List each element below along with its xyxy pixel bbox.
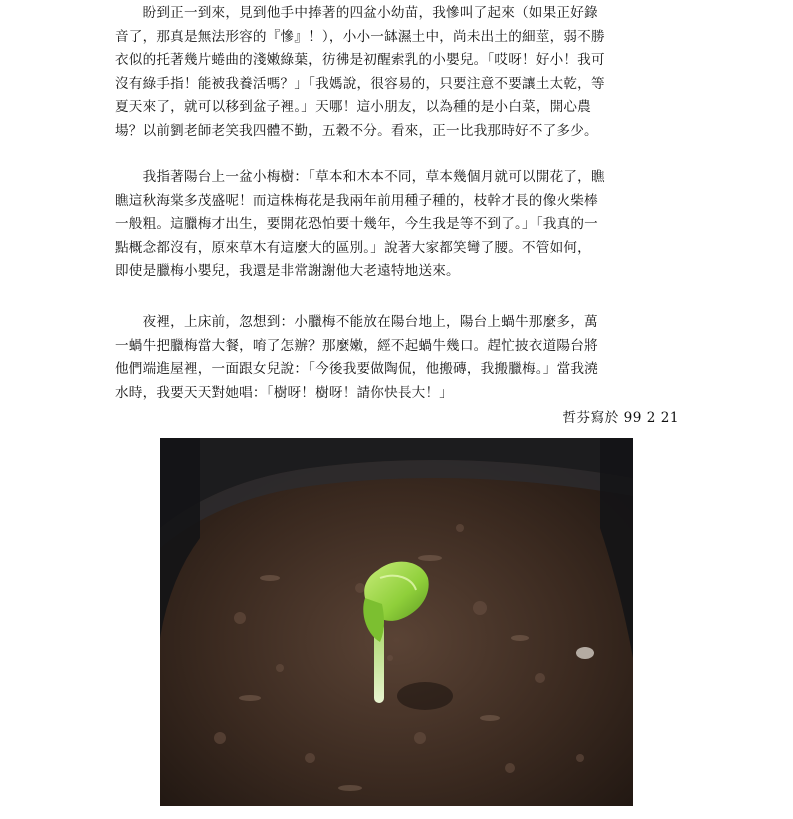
paragraph-seedlings-arrive	[115, 2, 605, 144]
text-line: 沒有綠手指！能被我養活嗎？」「我媽說，很容易的，只要注意不要讓土太乾，等	[115, 75, 605, 92]
text-line: 點概念都沒有，原來草木有這麼大的區別。」說著大家都笑彎了腰。不管如何，	[115, 239, 591, 256]
text-line: 一般粗。這臘梅才出生，要開花恐怕要十幾年，今生我是等不到了。」「我真的一	[115, 216, 598, 233]
text-line: 即使是臘梅小嬰兒，我還是非常謝謝他大老遠特地送來。	[115, 263, 460, 280]
text-line: 瞧這秋海棠多茂盛呢！而這株梅花是我兩年前用種子種的，枝幹才長的像火柴棒	[115, 192, 598, 209]
text-line: 夏天來了，就可以移到盆子裡。」天哪！這小朋友，以為種的是小白菜，開心農	[115, 99, 591, 116]
text-line: 盼到正一到來，見到他手中捧著的四盆小幼苗，我慘叫了起來（如果正好錄	[115, 5, 598, 21]
text-line: 他們端進屋裡，一面跟女兒說：「今後我要做陶侃，他搬磚，我搬臘梅。」當我澆	[115, 361, 598, 378]
text-line: 衣似的托著幾片蜷曲的淺嫩綠葉，彷彿是初醒索乳的小嬰兒。「哎呀！好小！我可	[115, 52, 605, 69]
paragraph-night-snails	[115, 311, 598, 405]
seedling-photo	[160, 438, 633, 806]
text-line: 我指著陽台上一盆小梅樹：「草本和木本不同，草本幾個月就可以開花了，瞧	[115, 169, 605, 185]
text-line: 音了，那真是無法形容的『慘』！），小小一缽濕土中，尚未出土的細莖，弱不勝	[115, 28, 605, 45]
text-line: 夜裡，上床前，忽想到：小臘梅不能放在陽台地上，陽台上蝸牛那麼多，萬	[115, 314, 598, 330]
text-line: 水時，我要天天對她唱：「樹呀！樹呀！請你快長大！」	[115, 384, 454, 401]
paragraph-plum-tree	[115, 166, 605, 284]
text-line: 一蝸牛把臘梅當大餐，唷了怎辦？那麼嫩，經不起蝸牛幾口。趕忙披衣道陽台將	[115, 337, 598, 354]
text-line: 場？以前劉老師老笑我四體不勤，五穀不分。看來，正一比我那時好不了多少。	[115, 122, 598, 139]
signature-date: 哲芬寫於 99 2 21	[562, 410, 679, 426]
seedling-illustration	[160, 438, 633, 806]
